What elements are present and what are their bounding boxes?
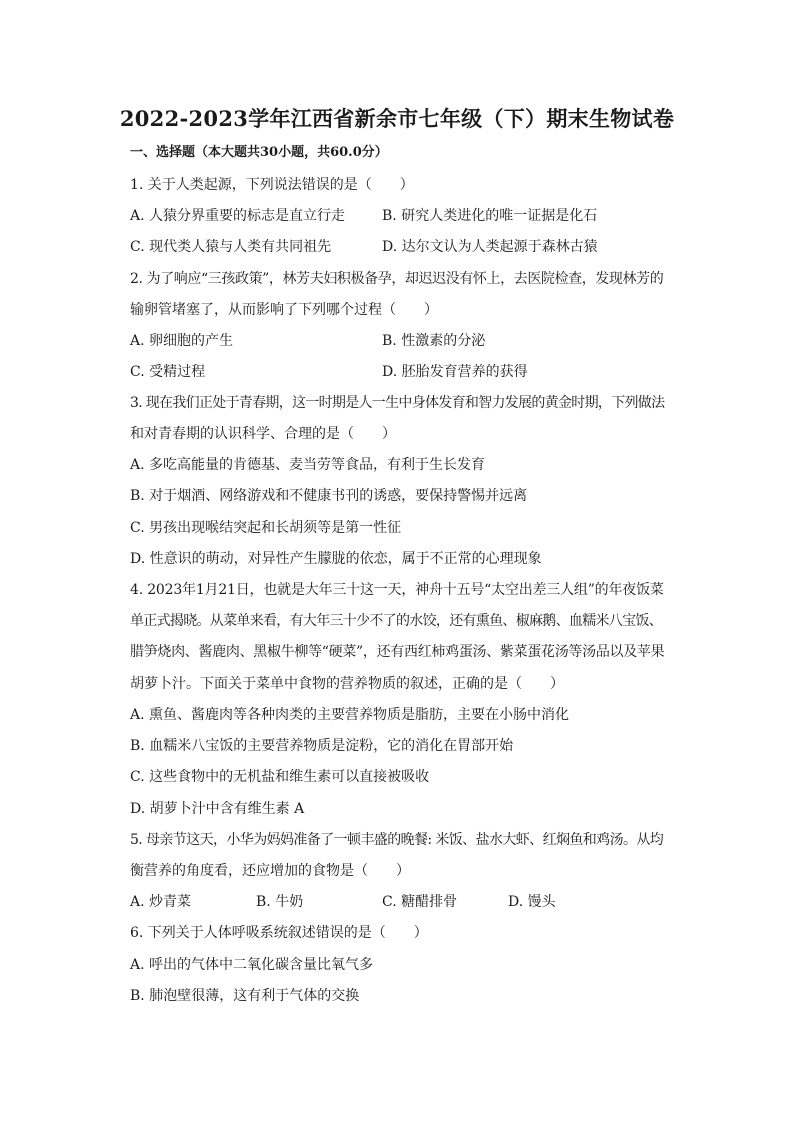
- page-title: 2022-2023学年江西省新余市七年级（下）期末生物试卷: [119, 106, 675, 131]
- question-1-option-b: B. 研究人类进化的唯一证据是化石: [382, 208, 598, 224]
- question-5-stem-line-2: 衡营养的角度看，还应增加的食物是（ ）: [130, 863, 410, 879]
- question-2-option-b: B. 性激素的分泌: [382, 333, 486, 349]
- question-4-stem-line-1: 4. 2023年1月21日，也就是大年三十这一天，神舟十五号“太空出差三人组”的年夜饭菜: [130, 582, 664, 598]
- question-1-option-a: A. 人猿分界重要的标志是直立行走: [130, 208, 346, 224]
- question-2-option-a: A. 卵细胞的产生: [130, 333, 234, 349]
- question-1-option-d: D. 达尔文认为人类起源于森林古猿: [382, 239, 598, 255]
- question-2-option-d: D. 胚胎发育营养的获得: [382, 364, 528, 380]
- question-4-stem-line-4: 胡萝卜汁。下面关于菜单中食物的营养物质的叙述，正确的是（ ）: [130, 676, 564, 692]
- question-3-option-a: A. 多吃高能量的肯德基、麦当劳等食品，有利于生长发育: [130, 457, 486, 473]
- question-2-stem-line-2: 输卵管堵塞了，从而影响了下列哪个过程（ ）: [130, 302, 438, 318]
- question-5-option-c: C. 糖醋排骨: [382, 894, 458, 910]
- question-4-stem-line-2: 单正式揭晓。从菜单来看，有大年三十少不了的水饺，还有熏鱼、椒麻鹅、血糯米八宝饭、: [130, 613, 662, 629]
- question-3-stem-line-2: 和对青春期的认识科学、合理的是（ ）: [130, 426, 396, 442]
- question-3-option-b: B. 对于烟酒、网络游戏和不健康书刊的诱惑，要保持警惕并远离: [130, 488, 528, 504]
- question-4-option-d: D. 胡萝卜汁中含有维生素 A: [130, 801, 305, 817]
- section-heading: 一、选择题（本大题共30小题，共60.0分）: [130, 145, 388, 160]
- question-3-stem-line-1: 3. 现在我们正处于青春期，这一时期是人一生中身体发育和智力发展的黄金时期，下列做法: [130, 395, 665, 411]
- question-2-option-c: C. 受精过程: [130, 364, 206, 380]
- question-4-option-a: A. 熏鱼、酱鹿肉等各种肉类的主要营养物质是脂肪，主要在小肠中消化: [130, 707, 570, 723]
- question-6-option-a: A. 呼出的气体中二氧化碳含量比氧气多: [130, 957, 374, 973]
- question-4-option-c: C. 这些食物中的无机盐和维生素可以直接被吸收: [130, 769, 430, 785]
- question-5-option-b: B. 牛奶: [256, 894, 304, 910]
- question-3-option-c: C. 男孩出现喉结突起和长胡须等是第一性征: [130, 520, 402, 536]
- question-2-stem-line-1: 2. 为了响应“三孩政策”，林芳夫妇积极备孕，却迟迟没有怀上，去医院检查，发现林芳的: [130, 271, 664, 287]
- question-6-stem: 6. 下列关于人体呼吸系统叙述错误的是（ ）: [130, 925, 428, 941]
- question-4-option-b: B. 血糯米八宝饭的主要营养物质是淀粉，它的消化在胃部开始: [130, 738, 514, 754]
- question-1-stem: 1. 关于人类起源，下列说法错误的是（ ）: [130, 177, 414, 193]
- question-5-option-d: D. 馒头: [508, 894, 556, 910]
- question-1-option-c: C. 现代类人猿与人类有共同祖先: [130, 239, 332, 255]
- question-3-option-d: D. 性意识的萌动，对异性产生朦胧的依恋，属于不正常的心理现象: [130, 551, 542, 567]
- question-5-stem-line-1: 5. 母亲节这天，小华为妈妈准备了一顿丰盛的晚餐: 米饭、盐水大虾、红焖鱼和鸡汤。从均: [130, 832, 664, 848]
- question-6-option-b: B. 肺泡壁很薄，这有利于气体的交换: [130, 988, 360, 1004]
- question-4-stem-line-3: 腊笋烧肉、酱鹿肉、黑椒牛柳等“硬菜”，还有西红柿鸡蛋汤、紫菜蛋花汤等汤品以及苹果: [130, 644, 665, 660]
- question-5-option-a: A. 炒青菜: [130, 894, 192, 910]
